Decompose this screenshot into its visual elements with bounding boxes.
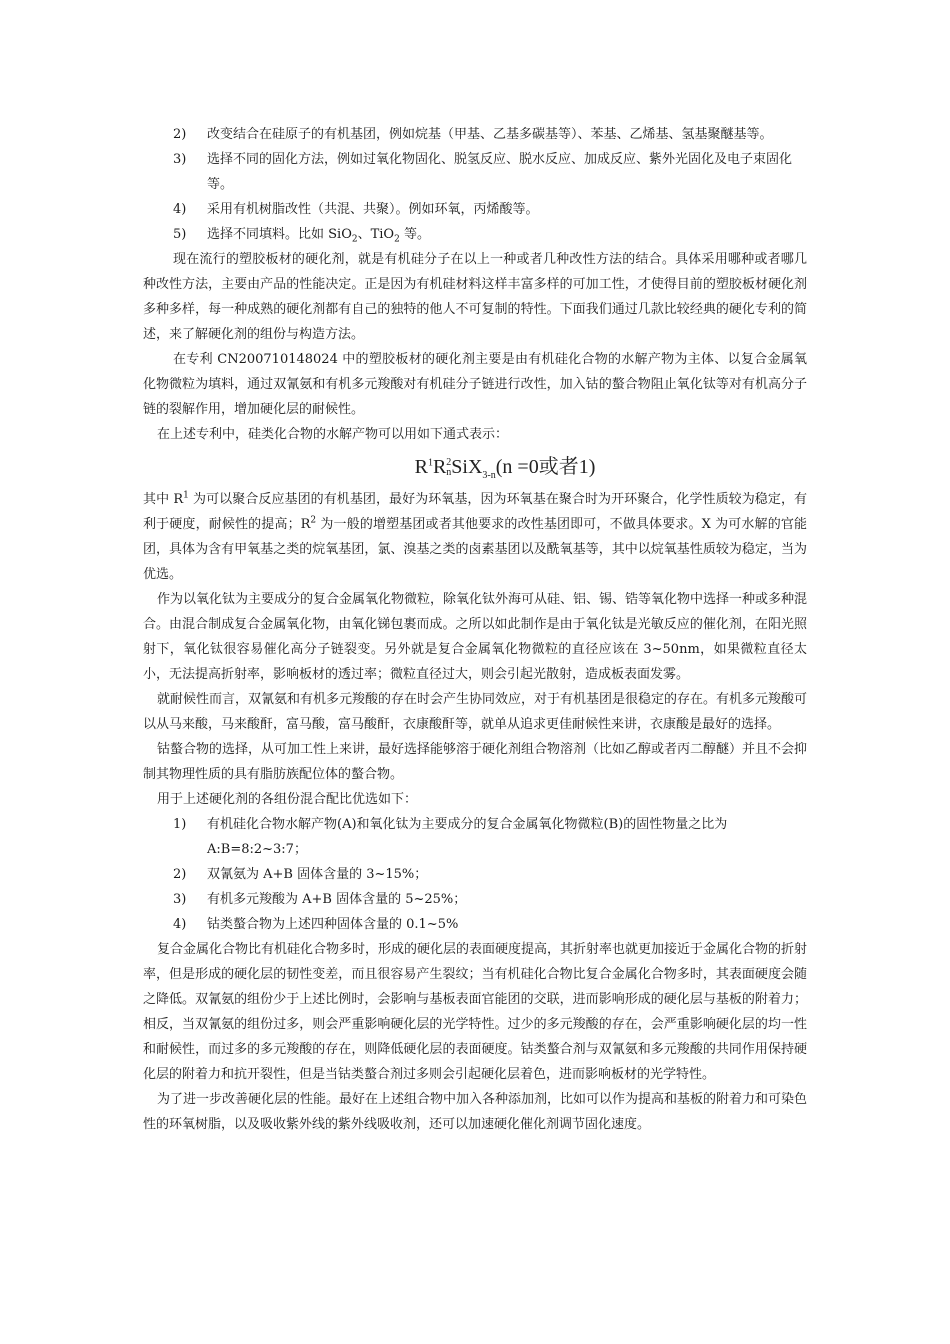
general-formula: $R^1R$ 2 n SiX$_{3-n}$(n =0或者1) xyxy=(414,456,596,481)
paragraph: 其中 $R^1$ 为可以聚合反应基团的有机基团，最好为环氧基，因为环氧基在聚合时为开环聚合，化学性质较为稳定，有利于硬度，耐候性的提高；$R^2$ 为一般的增塑基团或者其他要求的改性基团即可，不做具体要求。X 为可水解的官能团，具体为含有甲氧基之类的烷氧基团，氯、溴基之类的卤素基团以及酰氧基等，其中以烷氧基性质较为稳定，当为优选。 xyxy=(143,490,808,582)
paragraph: 作为以氧化钛为主要成分的复合金属氧化物微粒，除氧化钛外海可从硅、铝、锡、锆等氧化物中选择一种或多种混合。由混合制成复合金属氧化物，由氧化锑包裹而成。之所以如此制作是由于氧化钛是光敏反应的催化剂，在阳光照射下，氧化钛很容易催化高分子链裂变。另外就是复合金属氧化物微粒的直径应该在 3~50nm，如果微粒直径太小，无法提高折射率，影响板材的透过率；微粒直径过大，则会引起光散射，造成板表面发雾。 xyxy=(143,592,808,682)
list-number: 4) xyxy=(173,202,187,217)
paragraph: 用于上述硬化剂的各组份混合配比优选如下： xyxy=(157,792,418,807)
list-text: 有机多元羧酸为 A+B 固体含量的 5~25%； xyxy=(207,892,467,907)
list-item xyxy=(143,147,807,197)
list-text: 选择不同的固化方法，例如过氧化物固化、脱氢反应、脱水反应、加成反应、紫外光固化及电子束固化等。 xyxy=(207,152,793,192)
list-item xyxy=(143,887,807,912)
paragraph: 就耐候性而言，双氰氨和有机多元羧酸的存在时会产生协同效应，对于有机基团是很稳定的存在。有机多元羧酸可以从马来酸，马来酸酐，富马酸，富马酸酐，衣康酸酐等，就单从追求更佳耐候性来讲，衣康酸是最好的选择。 xyxy=(143,692,808,732)
paragraph: 现在流行的塑胶板材的硬化剂，就是有机硅分子在以上一种或者几种改性方法的结合。具体采用哪种或者哪几种改性方法，主要由产品的性能决定。正是因为有机硅材料这样丰富多样的可加工性，才使得目前的塑胶板材硬化剂多种多样，每一种成熟的硬化剂都有自己的独特的他人不可复制的特性。下面我们通过几款比较经典的硬化专利的简述，来了解硬化剂的组份与构造方法。 xyxy=(143,252,807,342)
list-number: 4) xyxy=(173,917,187,932)
list-item xyxy=(143,197,807,222)
list-text: 钴类螯合物为上述四种固体含量的 0.1~5% xyxy=(207,917,459,932)
list-item xyxy=(143,862,807,887)
paragraph: 钴螯合物的选择，从可加工性上来讲，最好选择能够溶于硬化剂组合物溶剂（比如乙醇或者丙二醇醚）并且不会抑制其物理性质的具有脂肪族配位体的螯合物。 xyxy=(143,742,808,782)
list-number: 3) xyxy=(173,892,187,907)
list-text: 选择不同填料。比如 SiO$_2$、TiO$_2$ 等。 xyxy=(207,227,430,245)
list-item xyxy=(143,812,807,862)
list-number: 2) xyxy=(173,867,187,882)
list-text: 双氰氨为 A+B 固体含量的 3~15%； xyxy=(207,867,428,882)
document-body xyxy=(143,122,807,1137)
list-text: 改变结合在硅原子的有机基团，例如烷基（甲基、乙基多碳基等）、苯基、乙烯基、氢基聚醚基等。 xyxy=(207,127,773,142)
list-number: 5) xyxy=(173,227,187,242)
list-text: 有机硅化合物水解产物(A)和氧化钛为主要成分的复合金属氧化物微粒(B)的固性物量之比为 A:B=8:2~3:7； xyxy=(207,817,728,857)
list-item xyxy=(143,222,807,247)
paragraph: 复合金属化合物比有机硅化合物多时，形成的硬化层的表面硬度提高，其折射率也就更加接近于金属化合物的折射率，但是形成的硬化层的韧性变差，而且很容易产生裂纹；当有机硅化合物比复合金属化合物多时，其表面硬度会随之降低。双氰氨的组份少于上述比例时，会影响与基板表面官能团的交联，进而影响形成的硬化层与基板的附着力；相反，当双氰氨的组份过多，则会严重影响硬化层的光学特性。过少的多元羧酸的存在，会严重影响硬化层的均一性和耐候性，而过多的多元羧酸的存在，则降低硬化层的表面硬度。钴类螯合剂与双氰氨和多元羧酸的共同作用保持硬化层的附着力和抗开裂性，但是当钴类螯合剂过多则会引起硬化层着色，进而影响板材的光学特性。 xyxy=(143,942,808,1082)
list-item xyxy=(143,122,807,147)
list-number: 1) xyxy=(173,817,187,832)
list-number: 3) xyxy=(173,152,187,167)
paragraph: 在专利 CN200710148024 中的塑胶板材的硬化剂主要是由有机硅化合物的水解产物为主体、以复合金属氧化物微粒为填料，通过双氰氨和有机多元羧酸对有机硅分子链进行改性，加入钴的螯合物阻止氧化钛等对有机高分子链的裂解作用，增加硬化层的耐候性。 xyxy=(143,352,807,417)
list-item xyxy=(143,912,807,937)
list-number: 2) xyxy=(173,127,187,142)
paragraph: 为了进一步改善硬化层的性能。最好在上述组合物中加入各种添加剂，比如可以作为提高和基板的附着力和可染色性的环氧树脂，以及吸收紫外线的紫外线吸收剂，还可以加速硬化催化剂调节固化速度。 xyxy=(143,1092,808,1132)
paragraph: 在上述专利中，硅类化合物的水解产物可以用如下通式表示： xyxy=(157,427,509,442)
list-text: 采用有机树脂改性（共混、共聚）。例如环氧，丙烯酸等。 xyxy=(207,202,539,217)
